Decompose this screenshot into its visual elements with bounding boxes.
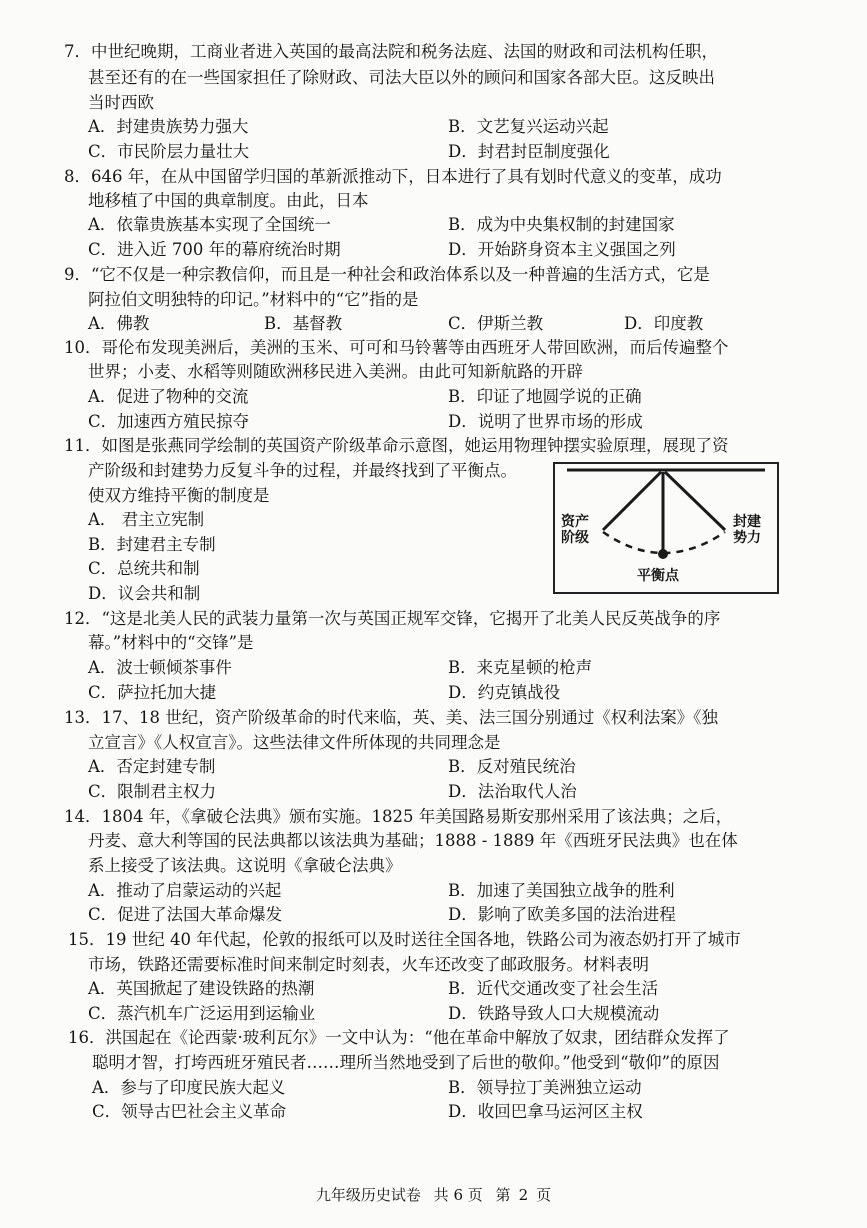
option-c: C．领导古巴社会主义革命 [92, 1102, 287, 1121]
question-text: 当时西欧 [88, 93, 154, 112]
option-d: D．法治取代人治 [448, 782, 577, 801]
question-text: 9．“它不仅是一种宗教信仰，而且是一种社会和政治体系以及一种普遍的生活方式，它是 [64, 265, 710, 284]
question-text: 产阶级和封建势力反复斗争的过程，并最终找到了平衡点。 [88, 461, 517, 480]
footer-page-suffix: 页 [536, 1186, 552, 1204]
pendulum-bob [658, 549, 668, 559]
option-b: B．印证了地圆学说的正确 [448, 387, 642, 406]
option-c: C．促进了法国大革命爆发 [88, 905, 283, 924]
question-text: 16．洪国起在《论西蒙·玻利瓦尔》一文中认为：“他在革命中解放了奴隶，团结群众发挥了 [68, 1028, 730, 1047]
option-c: C．限制君主权力 [88, 782, 217, 801]
question-text: 丹麦、意大利等国的民法典都以该法典为基础；1888 - 1889 年《西班牙民法典》也在体 [88, 831, 738, 850]
question-text: 7．中世纪晚期，工商业者进入英国的最高法院和税务法庭、法国的财政和司法机构任职， [64, 42, 718, 61]
option-d: D．影响了欧美多国的法治进程 [448, 905, 676, 924]
option-d: D．收回巴拿马运河区主权 [448, 1102, 643, 1121]
option-b: B．加速了美国独立战争的胜利 [448, 881, 675, 900]
option-d: D．开始跻身资本主义强国之列 [448, 240, 676, 259]
option-a: A． 君主立宪制 [88, 510, 205, 529]
question-text: 8．646 年，在从中国留学归国的革新派推动下，日本进行了具有划时代意义的变革，成功 [64, 167, 722, 186]
question-text: 14．1804 年，《拿破仑法典》颁布实施。1825 年美国路易斯安那州采用了该法典；之后， [64, 807, 733, 826]
option-b: B．近代交通改变了社会生活 [448, 979, 659, 998]
question-text: 立宣言》《人权宣言》。这些法律文件所体现的共同理念是 [88, 733, 501, 752]
option-a: A．依靠贵族基本实现了全国统一 [88, 215, 331, 234]
option-a: A．促进了物种的交流 [88, 387, 249, 406]
question-text: 聪明才智，打垮西班牙殖民者……理所当然地受到了后世的敬仰。”他受到“敬仰”的原因 [92, 1053, 720, 1072]
option-d: D．约克镇战役 [448, 683, 561, 702]
option-c: C．总统共和制 [88, 559, 200, 578]
option-d: D．封君封臣制度强化 [448, 142, 610, 161]
option-c: C．进入近 700 年的幕府统治时期 [88, 240, 341, 259]
option-c: C．伊斯兰教 [448, 314, 544, 333]
option-a: A．推动了启蒙运动的兴起 [88, 881, 282, 900]
question-text: 地移植了中国的典章制度。由此，日本 [88, 191, 369, 210]
question-text: 12．“这是北美人民的武装力量第一次与英国正规军交锋，它揭开了北美人民反英战争的序 [64, 609, 721, 628]
option-d: D．议会共和制 [88, 584, 201, 603]
footer-title: 九年级历史试卷 [315, 1186, 421, 1204]
option-c: C．蒸汽机车广泛运用到运输业 [88, 1004, 316, 1023]
left-label: 资产 阶级 [561, 514, 589, 546]
question-text: 市场，铁路还需要标准时间来制定时刻表，火车还改变了邮政服务。材料表明 [88, 955, 649, 974]
question-text: 10．哥伦布发现美洲后，美洲的玉米、可可和马铃薯等由西班牙人带回欧洲，而后传遍整个 [64, 338, 729, 357]
option-a: A．英国掀起了建设铁路的热潮 [88, 979, 315, 998]
option-b: B．封建君主专制 [88, 535, 216, 554]
option-b: B．文艺复兴运动兴起 [448, 117, 609, 136]
question-text: 阿拉伯文明独特的印记。”材料中的“它”指的是 [88, 290, 419, 309]
option-c: C．市民阶层力量壮大 [88, 142, 250, 161]
footer-total-pages: 共 6 页 [433, 1186, 483, 1204]
question-text: 甚至还有的在一些国家担任了除财政、司法大臣以外的顾问和国家各部大臣。这反映出 [88, 68, 715, 87]
option-d: D．说明了世界市场的形成 [448, 412, 643, 431]
option-b: B．领导拉丁美洲独立运动 [448, 1078, 642, 1097]
question-text: 幕。”材料中的“交锋”是 [88, 633, 254, 652]
option-a: A．否定封建专制 [88, 757, 216, 776]
option-b: B．成为中央集权制的封建国家 [448, 215, 675, 234]
option-c: C．加速西方殖民掠夺 [88, 412, 250, 431]
question-text: 世界；小麦、水稻等则随欧洲移民进入美洲。由此可知新航路的开辟 [88, 362, 583, 381]
option-b: B．基督教 [264, 314, 343, 333]
option-c: C．萨拉托加大捷 [88, 683, 217, 702]
option-b: B．反对殖民统治 [448, 757, 576, 776]
option-d: D．铁路导致人口大规模流动 [448, 1004, 660, 1023]
footer-page-number: 2 [518, 1186, 529, 1204]
pendulum-left-swing [603, 472, 661, 530]
pendulum-diagram [553, 462, 779, 594]
option-b: B．来克星顿的枪声 [448, 658, 593, 677]
option-a: A．佛教 [88, 314, 150, 333]
page-footer [0, 1184, 867, 1205]
question-text: 系上接受了该法典。这说明《拿破仑法典》 [88, 856, 402, 875]
option-a: A．参与了印度民族大起义 [92, 1078, 286, 1097]
question-text: 13．17、18 世纪，资产阶级革命的时代来临，英、美、法三国分别通过《权利法案》《独 [64, 708, 718, 727]
right-label: 封建 势力 [733, 514, 761, 546]
option-a: A．封建贵族势力强大 [88, 117, 249, 136]
balance-point-label: 平衡点 [637, 568, 679, 584]
pendulum-right-swing [665, 472, 725, 530]
question-text: 15．19 世纪 40 年代起，伦敦的报纸可以及时送往全国各地，铁路公司为液态奶打开了城市 [68, 930, 741, 949]
footer-page-prefix: 第 [495, 1186, 511, 1204]
question-text: 使双方维持平衡的制度是 [88, 486, 270, 505]
question-text: 11．如图是张燕同学绘制的英国资产阶级革命示意图，她运用物理钟摆实验原理，展现了资 [64, 436, 729, 455]
option-d: D．印度教 [624, 314, 704, 333]
option-a: A．波士顿倾茶事件 [88, 658, 232, 677]
